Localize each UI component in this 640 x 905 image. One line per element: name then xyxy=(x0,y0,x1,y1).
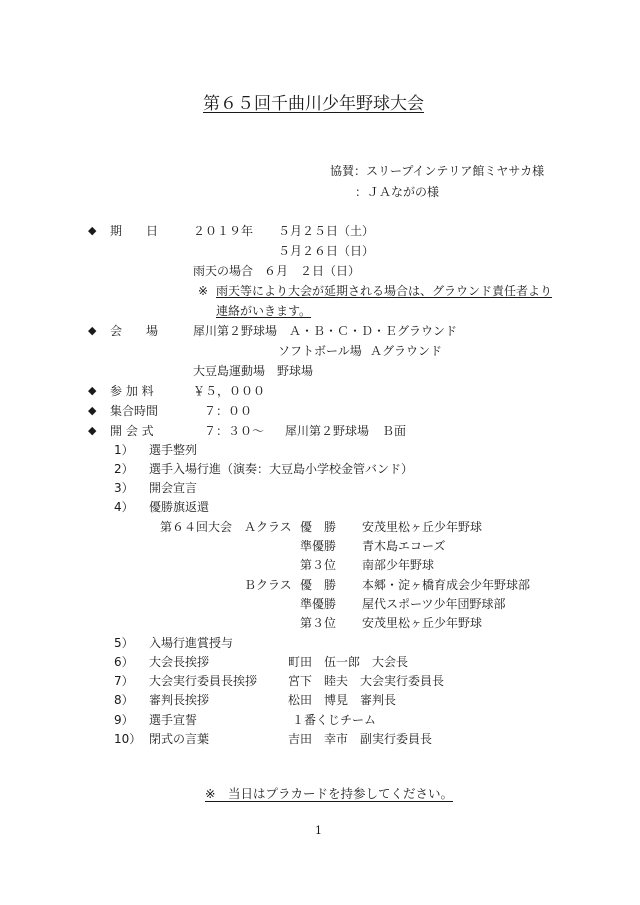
program-item: 選手整列 xyxy=(149,443,198,457)
program-item: 選手入場行進（演奏：大豆島小学校金管バンド） xyxy=(149,462,414,476)
program-no: 5） xyxy=(114,636,134,650)
rain-note-1: 雨天等により大会が延期される場合は、グラウンド責任者より xyxy=(216,284,553,298)
note-mark: ※ xyxy=(198,284,209,298)
program-item: 大会実行委員長挨拶 xyxy=(149,674,258,688)
winner-rank: 準優勝 xyxy=(300,597,337,611)
page-number: 1 xyxy=(315,824,322,837)
page-title: 第６５回千曲川少年野球大会 xyxy=(203,94,424,114)
date-label: 期 日 xyxy=(110,224,159,238)
winner-rank: 第３位 xyxy=(300,558,337,572)
venue-place-1: 犀川第２野球場 xyxy=(193,324,278,338)
venue-place-3: 大豆島運動場 xyxy=(193,364,266,378)
venue-grounds-1: Ａ・Ｂ・Ｃ・Ｄ・Ｅグラウンド xyxy=(289,324,458,338)
winner-team: 南部少年野球 xyxy=(362,558,435,572)
winner-team: 安茂里松ヶ丘少年野球 xyxy=(362,520,483,534)
venue-grounds-3: 野球場 xyxy=(277,364,314,378)
program-item: 審判長挨拶 xyxy=(149,693,210,707)
date-day2: ５月２６日（日） xyxy=(278,244,375,258)
rain-label: 雨天の場合 xyxy=(193,264,254,278)
bullet-icon: ◆ xyxy=(88,404,97,417)
gathering-label: 集合時間 xyxy=(110,404,159,418)
sponsor-2: ：ＪＡながの様 xyxy=(355,185,440,199)
date-year: ２０１９年 xyxy=(193,224,254,238)
program-item: 入場行進賞授与 xyxy=(149,636,234,650)
gathering-time: ７：００ xyxy=(204,404,253,418)
winner-team: 本郷・淀ヶ橋育成会少年野球部 xyxy=(362,578,531,592)
winner-team: 屋代スポーツ少年団野球部 xyxy=(362,597,506,611)
program-no: 9） xyxy=(114,713,134,727)
program-person: 町田 伍一郎 大会長 xyxy=(288,655,409,669)
opening-place: 犀川第２野球場 xyxy=(285,424,370,438)
bullet-icon: ◆ xyxy=(88,324,97,337)
program-no: 10） xyxy=(114,732,142,746)
program-item: 大会長挨拶 xyxy=(149,655,210,669)
program-item: 選手宣誓 xyxy=(149,713,198,727)
program-person: 松田 博見 審判長 xyxy=(288,693,397,707)
program-item: 優勝旗返還 xyxy=(149,500,210,514)
winner-team: 青木島エコーズ xyxy=(362,539,446,553)
winner-rank: 第３位 xyxy=(300,616,337,630)
date-day1: ５月２５日（土） xyxy=(278,224,375,238)
program-item: 開会宣言 xyxy=(149,481,198,495)
winners-class-a: Ａクラス xyxy=(244,520,292,534)
venue-place-2: ソフトボール場 xyxy=(278,344,362,358)
bullet-icon: ◆ xyxy=(88,424,97,437)
winner-rank: 優 勝 xyxy=(300,578,337,592)
rain-note-2: 連絡がいきます。 xyxy=(216,304,312,318)
program-no: 1） xyxy=(114,443,134,457)
sponsor-label: 協賛： xyxy=(330,164,367,178)
program-no: 4） xyxy=(114,500,134,514)
program-no: 2） xyxy=(114,462,134,476)
program-item: 閉式の言葉 xyxy=(149,732,210,746)
fee-label: 参 加 料 xyxy=(110,384,154,398)
program-no: 3） xyxy=(114,481,134,495)
bullet-icon: ◆ xyxy=(88,384,97,397)
fee-value: ￥５，０００ xyxy=(193,384,266,398)
program-person: 吉田 幸市 副実行委員長 xyxy=(288,732,433,746)
program-person: 宮下 睦夫 大会実行委員長 xyxy=(288,674,445,688)
opening-field: Ｂ面 xyxy=(382,424,407,438)
sponsor-1: スリープインテリア館ミヤサカ様 xyxy=(366,164,545,178)
program-no: 6） xyxy=(114,655,134,669)
opening-label: 開 会 式 xyxy=(110,424,154,438)
bullet-icon: ◆ xyxy=(88,224,97,237)
program-person: １番くじチーム xyxy=(292,713,377,727)
venue-label: 会 場 xyxy=(110,324,159,338)
venue-grounds-2: Ａグラウンド xyxy=(370,344,443,358)
rain-date: ６月 ２日（日） xyxy=(264,264,361,278)
program-no: 8） xyxy=(114,693,134,707)
winner-rank: 優 勝 xyxy=(300,520,337,534)
winners-tournament: 第６４回大会 xyxy=(160,520,233,534)
opening-time: ７：３０～ xyxy=(204,424,265,438)
winner-team: 安茂里松ヶ丘少年野球 xyxy=(362,616,483,630)
winner-rank: 準優勝 xyxy=(300,539,337,553)
program-no: 7） xyxy=(114,674,134,688)
footer-note: ※ 当日はプラカードを持参してください。 xyxy=(205,786,453,801)
winners-class-b: Ｂクラス xyxy=(244,578,292,592)
